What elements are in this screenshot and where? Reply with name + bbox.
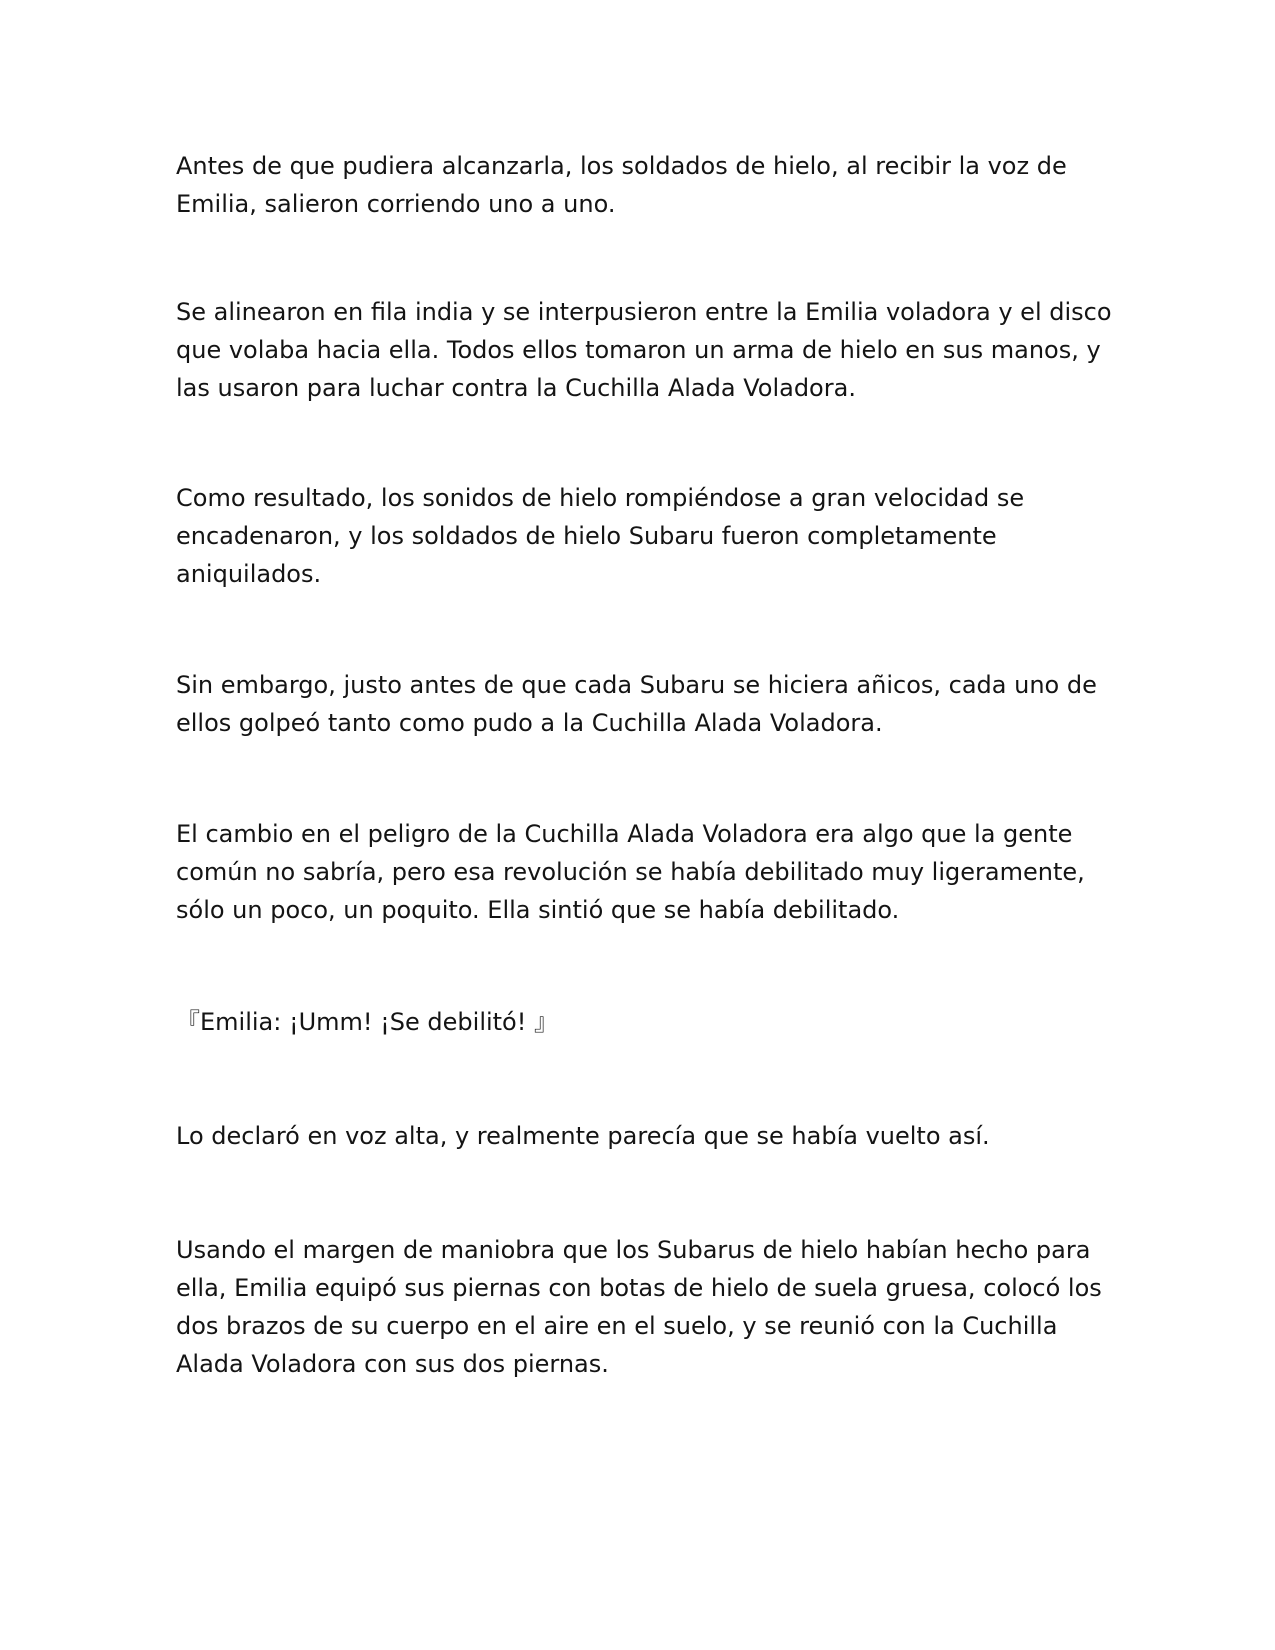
paragraph-line: dos brazos de su cuerpo en el aire en el suelo, y se reunió con la Cuchilla bbox=[176, 1312, 1058, 1340]
paragraph-2 bbox=[176, 293, 1112, 407]
paragraph-8 bbox=[176, 1231, 1106, 1383]
paragraph-line: Alada Voladora con sus dos piernas. bbox=[176, 1350, 609, 1378]
paragraph-line: encadenaron, y los soldados de hielo Subaru fueron completamente bbox=[176, 522, 997, 550]
paragraph-line: Emilia, salieron corriendo uno a uno. bbox=[176, 190, 616, 218]
paragraph-line: aniquilados. bbox=[176, 560, 322, 588]
paragraph-line: Sin embargo, justo antes de que cada Subaru se hiciera añicos, cada uno de bbox=[176, 671, 1097, 699]
paragraph-5 bbox=[176, 815, 1106, 929]
paragraph-line: sólo un poco, un poquito. Ella sintió que se había debilitado. bbox=[176, 896, 900, 924]
paragraph-line: las usaron para luchar contra la Cuchilla Alada Voladora. bbox=[176, 374, 856, 402]
paragraph-line: ella, Emilia equipó sus piernas con botas de hielo de suela gruesa, colocó los bbox=[176, 1274, 1102, 1302]
paragraph-line: Usando el margen de maniobra que los Subarus de hielo habían hecho para bbox=[176, 1236, 1091, 1264]
paragraph-line: ellos golpeó tanto como pudo a la Cuchilla Alada Voladora. bbox=[176, 709, 883, 737]
paragraph-line: Como resultado, los sonidos de hielo rompiéndose a gran velocidad se bbox=[176, 484, 1025, 512]
paragraph-line: Lo declaró en voz alta, y realmente parecía que se había vuelto así. bbox=[176, 1122, 990, 1150]
paragraph-line: 『Emilia: ¡Umm! ¡Se debilitó! 』 bbox=[176, 1008, 558, 1036]
paragraph-line: que volaba hacia ella. Todos ellos tomaron un arma de hielo en sus manos, y bbox=[176, 336, 1101, 364]
paragraph-line: El cambio en el peligro de la Cuchilla Alada Voladora era algo que la gente bbox=[176, 820, 1073, 848]
paragraph-line: Antes de que pudiera alcanzarla, los soldados de hielo, al recibir la voz de bbox=[176, 152, 1067, 180]
dialogue-line bbox=[176, 1003, 1106, 1041]
paragraph-7 bbox=[176, 1117, 1106, 1155]
paragraph-3 bbox=[176, 479, 1106, 593]
paragraph-line: Se alinearon en fila india y se interpusieron entre la Emilia voladora y el disco bbox=[176, 298, 1112, 326]
paragraph-line: común no sabría, pero esa revolución se había debilitado muy ligeramente, bbox=[176, 858, 1085, 886]
paragraph-4 bbox=[176, 666, 1106, 742]
paragraph-1 bbox=[176, 147, 1106, 223]
